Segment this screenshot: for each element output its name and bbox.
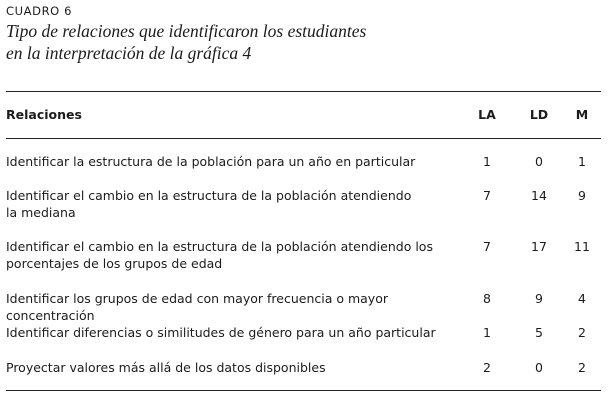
header-rule <box>6 138 601 139</box>
relation-line: Identificar la estructura de la población para un año en particular <box>6 154 416 169</box>
m-cell: 9 <box>578 188 586 203</box>
relation-line: porcentajes de los grupos de edad <box>6 256 223 271</box>
ld-cell: 0 <box>535 154 543 169</box>
relation-line: la mediana <box>6 205 76 220</box>
relation-cell <box>6 153 446 170</box>
table-number-label: CUADRO 6 <box>6 4 72 18</box>
relation-line: Identificar el cambio en la estructura de la población atendiendo los <box>6 239 433 254</box>
header-m: M <box>575 107 589 122</box>
la-cell: 7 <box>483 239 491 254</box>
m-cell: 11 <box>574 239 590 254</box>
m-cell: 1 <box>578 154 586 169</box>
relation-cell <box>6 359 446 376</box>
top-rule <box>6 91 601 92</box>
ld-cell: 17 <box>531 239 547 254</box>
relation-line: Identificar diferencias o similitudes de género para un año particular <box>6 325 436 340</box>
la-cell: 8 <box>483 291 491 306</box>
relation-cell <box>6 324 446 341</box>
table-caption <box>6 20 566 64</box>
caption-line: Tipo de relaciones que identificaron los estudiantes <box>6 21 367 41</box>
header-relaciones: Relaciones <box>6 107 82 122</box>
m-cell: 4 <box>578 291 586 306</box>
bottom-rule <box>6 390 601 391</box>
header-ld: LD <box>529 107 549 122</box>
relation-line: Identificar los grupos de edad con mayor frecuencia o mayor concentración <box>6 291 388 323</box>
ld-cell: 9 <box>535 291 543 306</box>
relation-cell <box>6 238 446 272</box>
la-cell: 1 <box>483 154 491 169</box>
ld-cell: 5 <box>535 325 543 340</box>
la-cell: 1 <box>483 325 491 340</box>
relation-cell <box>6 290 446 324</box>
relation-line: Identificar el cambio en la estructura de la población atendiendo <box>6 188 412 203</box>
header-la: LA <box>478 107 496 122</box>
ld-cell: 0 <box>535 360 543 375</box>
la-cell: 7 <box>483 188 491 203</box>
caption-line: en la interpretación de la gráfica 4 <box>6 43 252 63</box>
m-cell: 2 <box>578 360 586 375</box>
ld-cell: 14 <box>531 188 547 203</box>
relation-cell <box>6 187 446 221</box>
relation-line: Proyectar valores más allá de los datos disponibles <box>6 360 326 375</box>
la-cell: 2 <box>483 360 491 375</box>
m-cell: 2 <box>578 325 586 340</box>
